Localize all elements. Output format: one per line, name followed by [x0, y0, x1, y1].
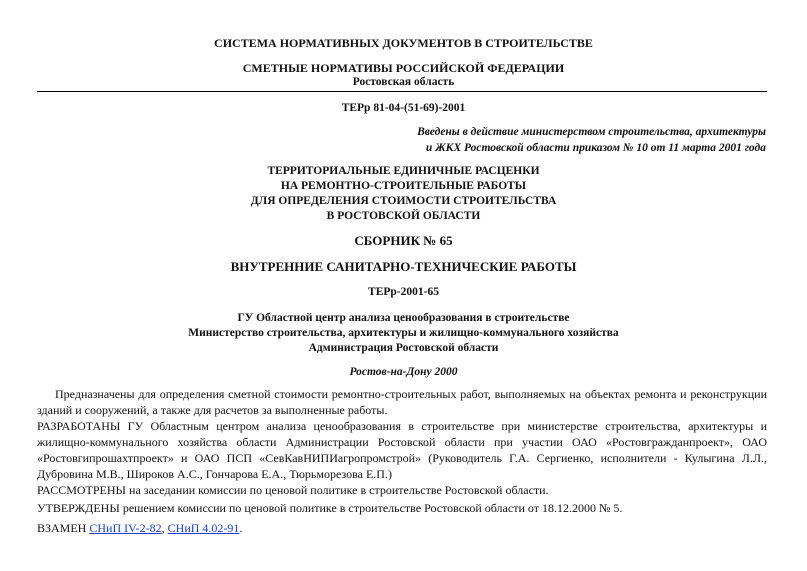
approved-paragraph — [37, 500, 767, 516]
replaces-end: . — [239, 521, 243, 535]
main-title-line-2: НА РЕМОНТНО-СТРОИТЕЛЬНЫЕ РАБОТЫ — [280, 180, 527, 192]
introduced-line-1: Введены в действие министерством строительства, архитектуры — [417, 126, 766, 138]
organization-line-1: ГУ Областной центр анализа ценообразования в строительстве — [237, 312, 570, 324]
developed-label: РАЗРАБОТАНЫ — [37, 419, 121, 433]
snip-iv-2-82-link[interactable]: СНиП IV-2-82 — [89, 521, 162, 535]
reviewed-label: РАССМОТРЕНЫ — [37, 483, 127, 497]
approved-text: решением комиссии по ценовой политике в строительстве Ростовской области от 18.12.2000 № 5. — [119, 501, 623, 515]
replaces-separator: , — [161, 521, 168, 535]
snip-4-02-91-link[interactable]: СНиП 4.02-91 — [167, 521, 240, 535]
reviewed-text: на заседании комиссии по ценовой политике в строительстве Ростовской области. — [126, 483, 549, 497]
reviewed-paragraph — [37, 482, 767, 498]
header-divider — [37, 91, 767, 92]
norms-title: СМЕТНЫЕ НОРМАТИВЫ РОССИЙСКОЙ ФЕДЕРАЦИИ — [242, 61, 565, 75]
replaces-paragraph — [37, 520, 767, 536]
main-title-line-1: ТЕРРИТОРИАЛЬНЫЕ ЕДИНИЧНЫЕ РАСЦЕНКИ — [267, 165, 540, 177]
organization-line-2: Министерство строительства, архитектуры и жилищно-коммунального хозяйства — [188, 327, 619, 339]
introduced-line-2: и ЖКХ Ростовской области приказом № 10 от 11 марта 2001 года — [425, 142, 766, 154]
section-title: ВНУТРЕННИЕ САНИТАРНО-ТЕХНИЧЕСКИЕ РАБОТЫ — [230, 259, 577, 274]
developed-text: ГУ Областным центром анализа ценообразования в строительстве при министерстве строительства, архитектуры и жилищно-коммунального хозяйства области Администрации Ростовской области при участии ОАО «Ростовгражданпроект», ОАО «Ростовгипрошахтпроект» и ОАО ПСП «СевКавНИПИагропромстрой» (Руководитель Г.А. Сергиенко, исполнители - Кулыгина Л.Л., Дубровина М.В., Широков А.С., Гончарова Е.А., Тюрьморезова Е.П.) — [37, 419, 767, 481]
section-code: ТЕРр-2001-65 — [368, 286, 439, 298]
collection-number: СБОРНИК № 65 — [354, 233, 453, 248]
region-label: Ростовская область — [352, 76, 455, 88]
developed-paragraph — [37, 418, 767, 482]
main-title-line-4: В РОСТОВСКОЙ ОБЛАСТИ — [326, 210, 481, 222]
organization-line-3: Администрация Ростовской области — [308, 342, 499, 354]
main-title-line-3: ДЛЯ ОПРЕДЕЛЕНИЯ СТОИМОСТИ СТРОИТЕЛЬСТВА — [250, 195, 557, 207]
document-code: ТЕРр 81-04-(51-69)-2001 — [341, 102, 466, 114]
place-year: Ростов-на-Дону 2000 — [349, 366, 458, 378]
replaces-label: ВЗАМЕН — [37, 521, 90, 535]
system-title: СИСТЕМА НОРМАТИВНЫХ ДОКУМЕНТОВ В СТРОИТЕЛЬСТВЕ — [214, 36, 593, 50]
purpose-paragraph: Предназначены для определения сметной стоимости ремонтно-строительных работ, выполняемых на объектах ремонта и реконструкции зданий и сооружений, а также для расчетов за выполненные работы. — [37, 387, 767, 417]
approved-label: УТВЕРЖДЕНЫ — [37, 501, 120, 515]
